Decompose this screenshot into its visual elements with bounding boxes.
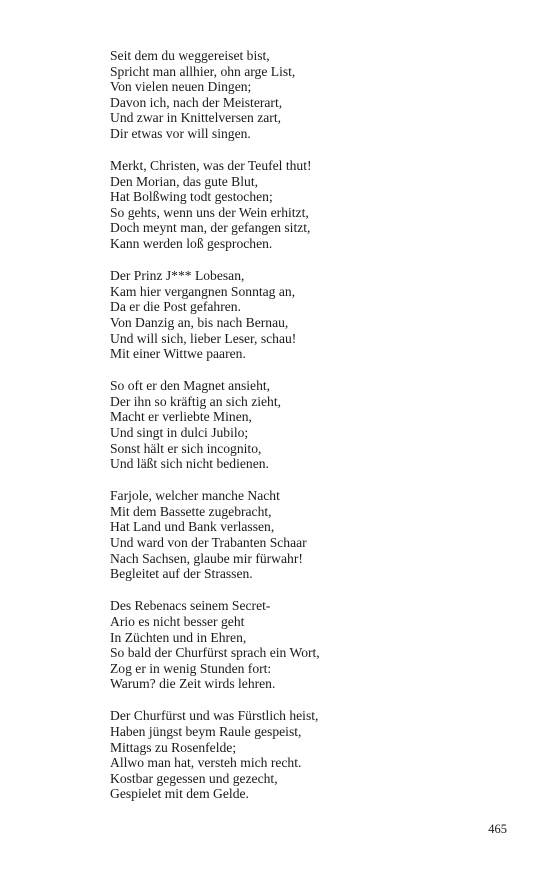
verse-line: Dir etwas vor will singen. <box>110 125 251 141</box>
verse-line: Da er die Post gefahren. <box>110 299 241 315</box>
verse-line: Hat Land und Bank verlassen, <box>110 519 275 535</box>
verse-line: So gehts, wenn uns der Wein erhitzt, <box>110 204 309 220</box>
stanza-1 <box>110 48 510 142</box>
verse-line: Und zwar in Knittelversen zart, <box>110 110 281 126</box>
verse-line: Doch meynt man, der gefangen sitzt, <box>110 220 311 236</box>
page-number: 465 <box>488 822 507 836</box>
verse-line: Haben jüngst beym Raule gespeist, <box>110 723 302 739</box>
verse-line: So bald der Churfürst sprach ein Wort, <box>110 645 320 661</box>
verse-line: Und singt in dulci Jubilo; <box>110 424 249 440</box>
verse-line: Davon ich, nach der Meisterart, <box>110 94 283 110</box>
verse-line: Farjole, welcher manche Nacht <box>110 488 280 504</box>
verse-line: Mittags zu Rosenfelde; <box>110 739 237 755</box>
verse-line: Von Danzig an, bis nach Bernau, <box>110 314 289 330</box>
verse-line: Den Morian, das gute Blut, <box>110 173 258 189</box>
verse-line: Und ward von der Trabanten Schaar <box>110 535 307 551</box>
stanza-3 <box>110 268 510 362</box>
verse-line: Macht er verliebte Minen, <box>110 409 252 425</box>
verse-line: So oft er den Magnet ansieht, <box>110 378 271 394</box>
verse-line: Spricht man allhier, ohn arge List, <box>110 63 296 79</box>
verse-line: Merkt, Christen, was der Teufel thut! <box>110 158 312 174</box>
verse-line: Kam hier vergangnen Sonntag an, <box>110 283 296 299</box>
stanza-2 <box>110 158 510 252</box>
verse-line: Allwo man hat, versteh mich recht. <box>110 755 302 771</box>
stanza-4 <box>110 378 510 472</box>
verse-line: Ario es nicht besser geht <box>110 613 245 629</box>
stanza-6 <box>110 598 510 692</box>
verse-line: Nach Sachsen, glaube mir fürwahr! <box>110 550 303 566</box>
verse-line: Hat Bolßwing todt gestochen; <box>110 189 273 205</box>
verse-line: Mit einer Wittwe paaren. <box>110 346 246 362</box>
verse-line: Zog er in wenig Stunden fort: <box>110 660 272 676</box>
verse-line: In Züchten und in Ehren, <box>110 629 247 645</box>
verse-line: Kostbar gegessen und gezecht, <box>110 770 278 786</box>
stanza-7 <box>110 708 510 802</box>
verse-line: Von vielen neuen Dingen; <box>110 79 252 95</box>
verse-line: Der Prinz J*** Lobesan, <box>110 268 245 284</box>
verse-line: Begleitet auf der Strassen. <box>110 566 253 582</box>
verse-line: Des Rebenacs seinem Secret- <box>110 598 271 614</box>
verse-line: Der ihn so kräftig an sich zieht, <box>110 393 282 409</box>
verse-line: Kann werden loß gesprochen. <box>110 236 273 252</box>
verse-line: Mit dem Bassette zugebracht, <box>110 503 272 519</box>
poem <box>110 48 510 818</box>
verse-line: Seit dem du weggereiset bist, <box>110 48 270 63</box>
verse-line: Gespielet mit dem Gelde. <box>110 786 249 802</box>
verse-line: Warum? die Zeit wirds lehren. <box>110 676 276 692</box>
verse-line: Und will sich, lieber Leser, schau! <box>110 330 297 346</box>
verse-line: Sonst hält er sich incognito, <box>110 440 262 456</box>
stanza-5 <box>110 488 510 582</box>
verse-line: Und läßt sich nicht bedienen. <box>110 456 269 472</box>
verse-line: Der Churfürst und was Fürstlich heist, <box>110 708 319 724</box>
